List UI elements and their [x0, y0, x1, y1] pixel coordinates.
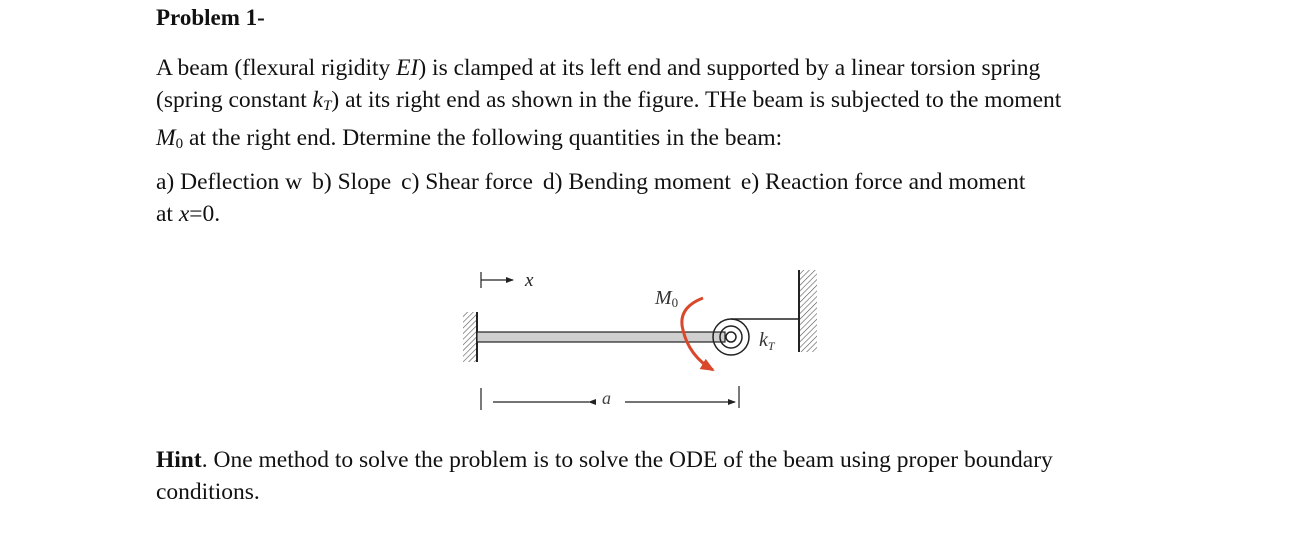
task-e: e) Reaction force and moment: [740, 169, 1026, 195]
task-c: c) Shear force: [401, 169, 533, 195]
task-d: d) Bending moment: [542, 169, 731, 195]
moment-label: M0: [655, 287, 679, 310]
left-clamp-wall: [463, 312, 477, 362]
m0-symbol: M: [156, 125, 176, 151]
hint-block: [156, 444, 1156, 508]
x-axis-label: x: [525, 270, 534, 291]
task-line-2: at x=0.: [156, 201, 221, 227]
problem-heading: Problem 1-: [156, 5, 265, 30]
torsion-spring: [713, 319, 799, 355]
ei-symbol: EI: [396, 55, 419, 81]
task-b: b) Slope: [312, 169, 392, 195]
kt-symbol: k: [312, 87, 324, 113]
beam-diagram: [455, 262, 835, 422]
spring-constant-label: $k_T$: [759, 329, 775, 353]
statement-line-2: (spring constant $k_T$) at its right end as shown in the figure. THe beam is subjected to the moment: [156, 87, 1062, 114]
length-label: a: [602, 388, 611, 408]
statement-line-1: A beam (flexural rigidity EI) is clamped at its left end and supported by a linear torsion spring: [156, 55, 1041, 81]
problem-statement: [156, 52, 1156, 160]
task-list: [156, 166, 1156, 230]
hint-label: Hint: [156, 447, 202, 473]
hint-line-2: conditions.: [156, 479, 260, 505]
right-wall: [799, 270, 817, 352]
task-line-1: [156, 166, 1156, 198]
beam-figure: [455, 262, 835, 422]
statement-line-3: M0 at the right end. Dtermine the following quantities in the beam:: [156, 125, 783, 152]
x-axis-arrow: [481, 272, 513, 288]
hint-line-1: Hint. One method to solve the problem is to solve the ODE of the beam using proper boundary: [156, 447, 1053, 473]
task-a: a) Deflection w: [156, 169, 303, 195]
